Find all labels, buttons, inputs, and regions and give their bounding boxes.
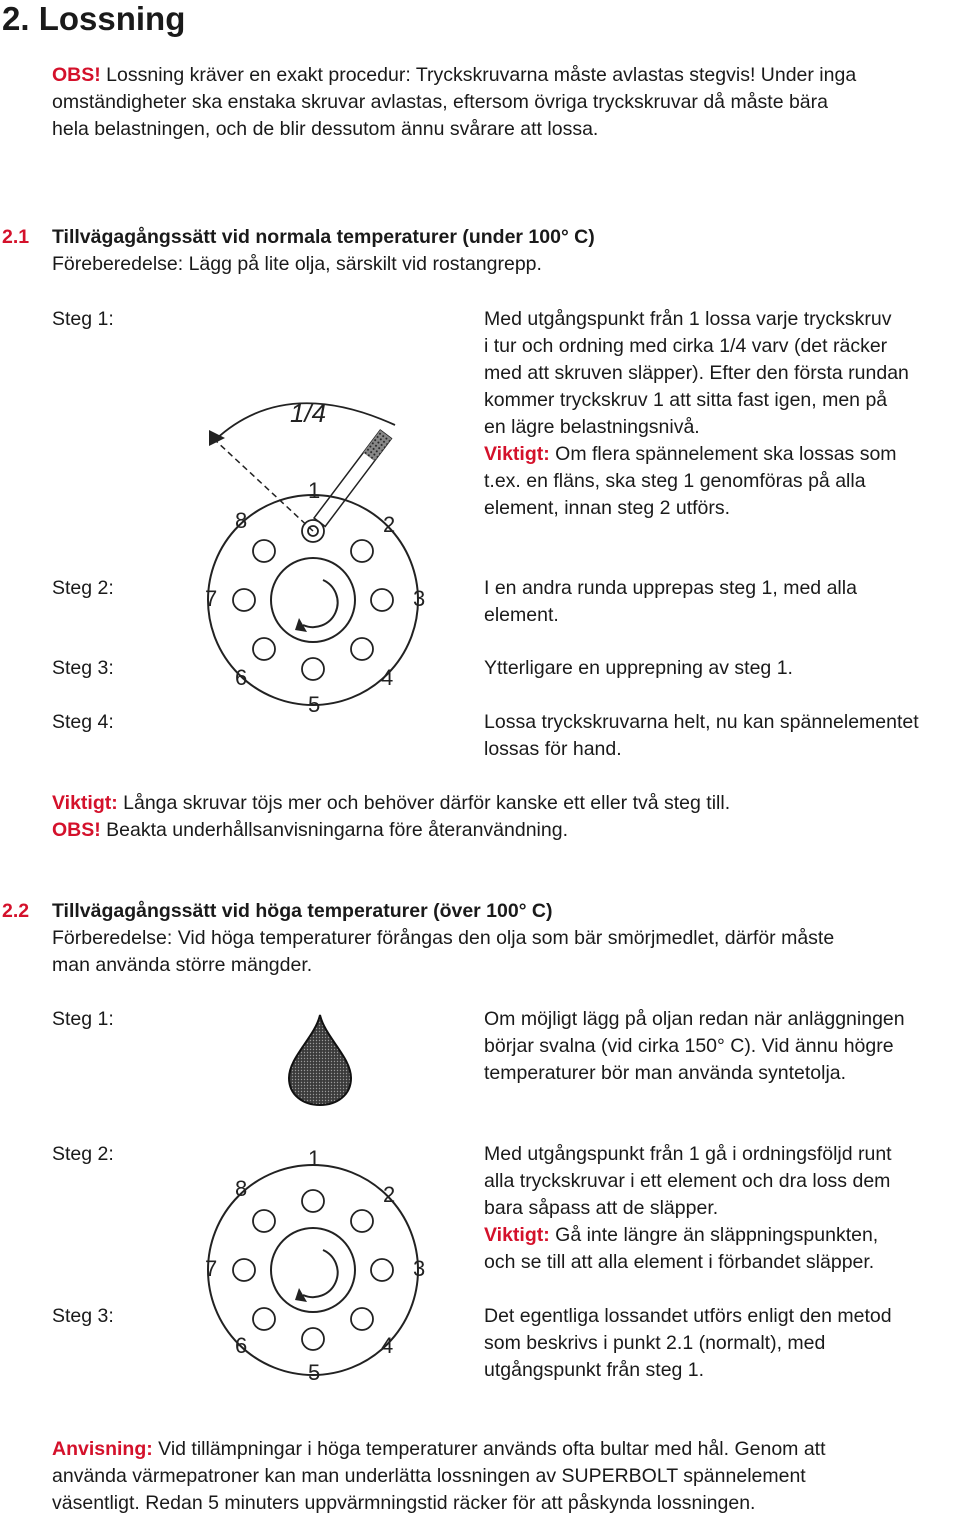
bolt-number-5: 5 (308, 692, 321, 717)
section-21-prep: Föreberedelse: Lägg på lite olja, särskilt vid rostangrepp. (52, 253, 542, 275)
bolt-3 (371, 1259, 393, 1281)
bolt-number-4: 4 (381, 665, 394, 690)
bolt-number-1: 1 (308, 1146, 321, 1171)
bolt-5 (302, 1328, 324, 1350)
bolt-6 (253, 1308, 275, 1330)
bolt-circle-diagram-22 (195, 1140, 445, 1390)
page-title: 2. Lossning (2, 0, 186, 37)
footer-obs-label: OBS! (52, 819, 101, 841)
s21-step1-label: Steg 1: (52, 308, 114, 330)
section-22-number: 2.2 (2, 900, 30, 922)
obs-label: OBS! (52, 64, 101, 86)
section-22-heading (2, 898, 553, 925)
s21-step4-label: Steg 4: (52, 711, 114, 733)
bolt-5 (302, 658, 324, 680)
bolt-8 (253, 540, 275, 562)
bolt-number-7: 7 (205, 1256, 218, 1281)
anvisning-label: Anvisning: (52, 1438, 153, 1460)
s22-step1-text: Om möjligt lägg på oljan redan när anläggningen börjar svalna (vid cirka 150° C). Vid ännu högre temperaturer bör man använda syntetolja. (484, 1008, 905, 1084)
intro-line-1: Lossning kräver en exakt procedur: Tryckskruvarna måste avlastas stegvis! Under inga (100, 64, 857, 86)
bolt-number-1: 1 (308, 478, 321, 503)
rotation-arrow (303, 1250, 338, 1297)
bolt-number-8: 8 (235, 1176, 248, 1201)
s22-step2-label: Steg 2: (52, 1143, 114, 1165)
s22-step2-text: Med utgångspunkt från 1 gå i ordningsföljd runt alla tryckskruvar i ett element och dra loss dem bara såpass att de släpper. Viktigt: Gå inte längre än släppningspunkten, och se till att alla element i förbandet släpper. (484, 1143, 892, 1273)
wrench-icon (314, 430, 391, 526)
section-21-heading (2, 224, 595, 251)
bolt-number-2: 2 (383, 1182, 396, 1207)
quarter-label: 1/4 (290, 398, 327, 428)
s22-step3-text: Det egentliga lossandet utförs enligt den metod som beskrivs i punkt 2.1 (normalt), med utgångspunkt från steg 1. (484, 1305, 892, 1381)
s21-footer: Viktigt: Långa skruvar töjs mer och behöver därför kanske ett eller två steg till. OBS! Beakta underhållsanvisningarna före återanvändning. (52, 792, 731, 841)
bolt-number-2: 2 (383, 512, 396, 537)
oil-drop-icon (285, 1012, 355, 1107)
bolt-4 (351, 638, 373, 660)
bolt-4 (351, 1308, 373, 1330)
section-21-title: Tillvägagångssätt vid normala temperaturer (under 100° C) (52, 226, 595, 248)
flange-inner-ring (271, 1228, 355, 1312)
bolt-number-3: 3 (413, 1256, 426, 1281)
s22-step3-label: Steg 3: (52, 1305, 114, 1327)
s22-step1-label: Steg 1: (52, 1008, 114, 1030)
s21-step2-label: Steg 2: (52, 577, 114, 599)
bolt-number-6: 6 (235, 1333, 248, 1358)
bolt-number-5: 5 (308, 1360, 321, 1385)
section-22-title: Tillvägagångssätt vid höga temperaturer (över 100° C) (52, 900, 553, 922)
s21-step4-text: Lossa tryckskruvarna helt, nu kan spännelementet lossas för hand. (484, 711, 919, 760)
viktigt-label-22: Viktigt: (484, 1224, 550, 1246)
anvisning-paragraph: Anvisning: Vid tillämpningar i höga temperaturer används ofta bultar med hål. Genom att använda värmepatroner kan man underlätta lossningen av SUPERBOLT spännelement väsentligt. Redan 5 minuters uppvärmningstid räcker för att påskynda lossningen. (52, 1438, 826, 1514)
rotation-arrow (303, 580, 338, 627)
bolt-7 (233, 589, 255, 611)
bolt-number-4: 4 (381, 1333, 394, 1358)
bolt-6 (253, 638, 275, 660)
bolt-circle-diagram-21 (195, 380, 445, 720)
s21-step2-text: I en andra runda upprepas steg 1, med alla element. (484, 577, 857, 626)
intro-line-2: omständigheter ska enstaka skruvar avlastas, eftersom övriga tryckskruvar då måste bära (52, 91, 828, 113)
footer-viktigt-label: Viktigt: (52, 792, 118, 814)
bolt-2 (351, 540, 373, 562)
intro-paragraph (52, 62, 952, 143)
section-21-number: 2.1 (2, 226, 30, 248)
bolt-1 (302, 1190, 324, 1212)
s21-step1-text: Med utgångspunkt från 1 lossa varje tryckskruv i tur och ordning med cirka 1/4 varv (det räcker med att skruven släpper). Efter den första rundan kommer tryckskruv 1 att sitta fast igen, men på en lägre belastningsnivå. Viktigt: Om flera spännelement ska lossas som t.ex. en fläns, ska steg 1 genomföras på alla element, innan steg 2 utförs. (484, 308, 909, 519)
bolt-number-7: 7 (205, 586, 218, 611)
viktigt-label: Viktigt: (484, 443, 550, 465)
s21-step3-label: Steg 3: (52, 657, 114, 679)
bolt-number-3: 3 (413, 586, 426, 611)
bolt-number-6: 6 (235, 665, 248, 690)
dashed-radius-line (215, 440, 313, 531)
bolt-3 (371, 589, 393, 611)
bolt-8 (253, 1210, 275, 1232)
bolt-number-8: 8 (235, 508, 248, 533)
bolt-2 (351, 1210, 373, 1232)
bolt-7 (233, 1259, 255, 1281)
flange-inner-ring (271, 558, 355, 642)
intro-line-3: hela belastningen, och de blir dessutom ännu svårare att lossa. (52, 118, 599, 140)
s21-step3-text: Ytterligare en upprepning av steg 1. (484, 657, 793, 679)
section-22-prep: Förberedelse: Vid höga temperaturer förångas den olja som bär smörjmedlet, därför måste man använda större mängder. (52, 927, 835, 976)
